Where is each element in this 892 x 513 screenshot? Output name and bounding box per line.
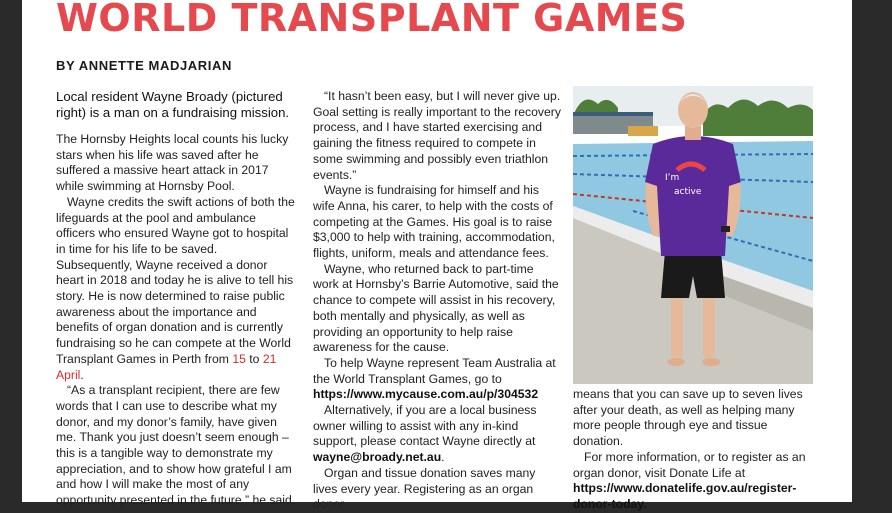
article-column-3 bbox=[573, 387, 813, 513]
date-to: 21 April bbox=[56, 351, 277, 382]
article-title: WORLD TRANSPLANT GAMES bbox=[56, 0, 688, 40]
photo-illustration bbox=[573, 86, 813, 384]
paragraph: Wayne, who returned back to part-time work at Hornsby’s Barrie Automotive, said the chance to compete will assist in his recovery, both mentally and physically, as well as providing an opportunity to help raise awareness for the cause. bbox=[313, 261, 559, 355]
date-connector: to bbox=[245, 351, 263, 366]
paragraph: Wayne is fundraising for himself and his wife Anna, his carer, to help with the costs of competing at the Games. His goal is to raise $3,000 to help with training, accommodation, flights, uniform, meals and attendance fees. bbox=[313, 183, 555, 261]
date-from: 15 bbox=[232, 351, 246, 366]
paragraph-text: Alternatively, if you are a local business owner willing to assist with any in-kind support, please contact Wayne directly at bbox=[313, 403, 537, 449]
paragraph bbox=[313, 356, 561, 403]
donatelife-link[interactable]: https://www.donatelife.gov.au/register-donor-today bbox=[573, 481, 797, 511]
paragraph: “As a transplant recipient, there are few words that I can use to describe what my donor, and my donor’s family, have given me. Thank you just doesn’t seem enough – this is a tangible way to demonstrate my appreciation, and to show how grateful I am and how I will make the most of any opportunity presented in the future,” he said. bbox=[56, 383, 296, 508]
paragraph-text: To help Wayne represent Team Australia at the World Transplant Games, go to bbox=[313, 355, 556, 386]
shirt-text-line1: I’m bbox=[665, 173, 680, 183]
paragraph: The Hornsby Heights local counts his lucky stars when his life was saved after he suffered a massive heart attack in 2017 while swimming at Hornsby Pool. bbox=[56, 132, 289, 194]
paragraph bbox=[313, 403, 561, 466]
shirt-text-line2: active bbox=[674, 187, 702, 197]
article-column-2 bbox=[313, 89, 561, 513]
paragraph-text: Wayne credits the swift actions of both the lifeguards at the pool and ambulance officers who ensured Wayne got to hospital in time for his life to be saved. Subsequently, Wayne received a donor heart in 2018 and today he is alive to tell his story. He is now determined to raise public awareness about the importance and benefits of organ donation and is currently fundraising so he can compete at the World Transplant Games in Perth from bbox=[56, 194, 295, 366]
head bbox=[678, 92, 708, 128]
article-byline: BY ANNETTE MADJARIAN bbox=[56, 58, 232, 73]
paragraph: Organ and tissue donation saves many lives every year. Registering as an organ donor bbox=[313, 465, 536, 512]
paragraph: “It hasn’t been easy, but I will never give up. Goal setting is really important to the recovery process, and I have started exercising and gaining the fitness required to compete in some swimming and possibly even triathlon events.” bbox=[313, 89, 561, 182]
paragraph-end: . bbox=[643, 496, 647, 511]
email-link[interactable]: wayne@broady.net.au bbox=[313, 450, 442, 465]
paragraph: means that you can save up to seven lives after your death, as well as helping many more people through eye and tissue donation. bbox=[573, 387, 803, 449]
wristwatch bbox=[721, 226, 730, 232]
lead-paragraph: Local resident Wayne Broady (pictured right) is a man on a fundraising mission. bbox=[56, 89, 290, 120]
magazine-page bbox=[22, 0, 852, 512]
paragraph-end: . bbox=[80, 367, 84, 382]
wayne-photo bbox=[573, 86, 813, 384]
paragraph-text: For more information, or to register as an organ donor, visit Donate Life at bbox=[573, 449, 806, 480]
paragraph bbox=[573, 450, 813, 513]
paragraph-end: . bbox=[441, 450, 445, 465]
article-column-1 bbox=[56, 89, 296, 509]
mycause-link[interactable]: https://www.mycause.com.au/p/304532 bbox=[313, 387, 539, 402]
paragraph bbox=[56, 195, 296, 383]
